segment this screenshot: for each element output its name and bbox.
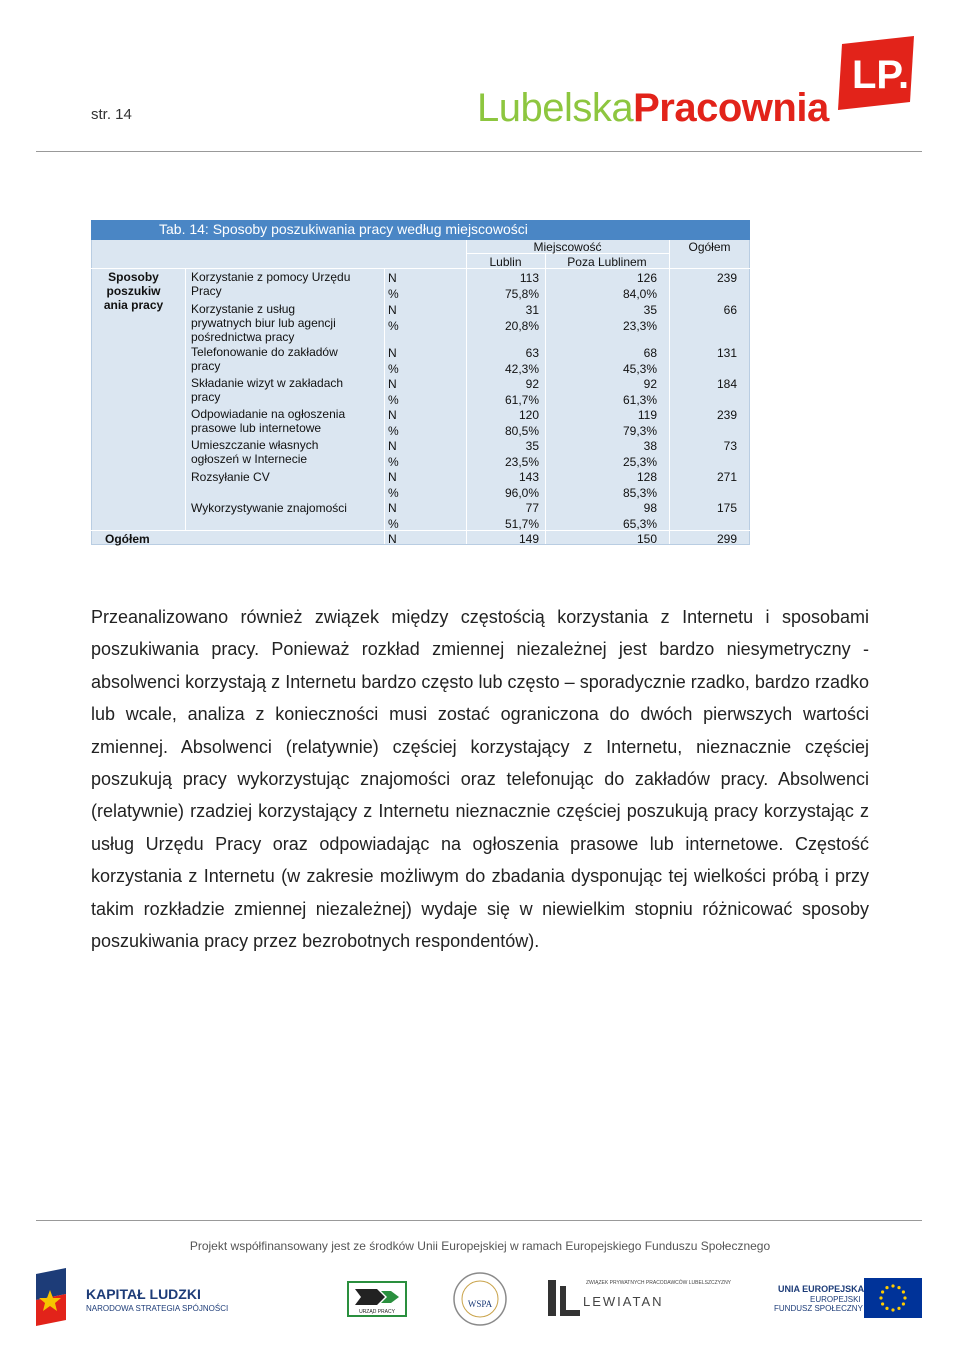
cell-p-label: % (388, 362, 399, 376)
cell: 149 (518, 532, 539, 546)
cell: 85,3% (622, 486, 657, 500)
lewiatan-logo-icon (548, 1280, 580, 1316)
cell: 184 (716, 377, 737, 391)
cell-p-label: % (388, 486, 399, 500)
row-label: Odpowiadanie na ogłoszenia prasowe lub internetowe (191, 407, 346, 435)
cell: 20,8% (504, 319, 539, 333)
total-row-label: Ogółem (105, 532, 150, 546)
cell: 23,5% (504, 455, 539, 469)
cell: 98 (643, 501, 657, 515)
cell: 271 (716, 470, 737, 484)
cell: 35 (643, 303, 657, 317)
row-label: Umieszczanie własnych ogłoszeń w Internecie (191, 438, 319, 466)
cell: 239 (716, 271, 737, 285)
cell: 92 (643, 377, 657, 391)
cell: 299 (716, 532, 737, 546)
table-title-bar (91, 220, 750, 240)
footer-divider (36, 1220, 922, 1221)
page-number: str. 14 (91, 106, 132, 123)
cell-n-label: N (388, 470, 397, 484)
cell-n-label: N (388, 346, 397, 360)
col-lublin-header: Lublin (489, 255, 522, 269)
ue-line3: FUNDUSZ SPOŁECZNY (774, 1304, 863, 1313)
row-label: Telefonowanie do zakładów pracy (191, 345, 338, 373)
cell: 45,3% (622, 362, 657, 376)
table-title: Tab. 14: Sposoby poszukiwania pracy według miejscowości (159, 221, 528, 237)
row-label: Rozsyłanie CV (191, 470, 270, 484)
kl-subtitle: NARODOWA STRATEGIA SPÓJNOŚCI (86, 1304, 229, 1313)
ue-line2: EUROPEJSKI (810, 1295, 861, 1304)
cell: 80,5% (504, 424, 539, 438)
grid-line (185, 268, 186, 530)
cell-n-label: N (388, 271, 397, 285)
header-divider (36, 151, 922, 152)
cell-p-label: % (388, 455, 399, 469)
cell: 31 (525, 303, 539, 317)
cell: 73 (723, 439, 737, 453)
cell: 77 (525, 501, 539, 515)
lp-logo-icon (836, 36, 918, 110)
cell: 92 (525, 377, 539, 391)
urzad-pracy-logo-icon (347, 1281, 407, 1317)
cell: 61,3% (622, 393, 657, 407)
col-group-header: Miejscowość (533, 240, 602, 254)
kapital-ludzki-logo-icon (36, 1268, 74, 1326)
grid-line (384, 268, 385, 544)
cell: 25,3% (622, 455, 657, 469)
cell: 75,8% (504, 287, 539, 301)
cell-p-label: % (388, 287, 399, 301)
cell: 113 (519, 271, 539, 285)
cell: 68 (643, 346, 657, 360)
row-group-label: Sposoby poszukiw ania pracy (103, 270, 164, 312)
cell: 66 (723, 303, 737, 317)
col-poza-header: Poza Lublinem (567, 255, 647, 269)
brand-wordmark (477, 86, 829, 131)
cell: 42,3% (504, 362, 539, 376)
cell: 239 (716, 408, 737, 422)
wspa-label: WSPA (467, 1299, 493, 1309)
cell-n-label: N (388, 408, 397, 422)
cell: 65,3% (622, 517, 657, 531)
ue-line1: UNIA EUROPEJSKA (778, 1284, 865, 1294)
kl-title: KAPITAŁ LUDZKI (86, 1286, 201, 1302)
cell: 63 (525, 346, 539, 360)
cell-p-label: % (388, 319, 399, 333)
row-label: Składanie wizyt w zakładach pracy (191, 376, 344, 404)
cell-n-label: N (388, 377, 397, 391)
cell: 84,0% (622, 287, 657, 301)
cell: 150 (636, 532, 657, 546)
cell-p-label: % (388, 393, 399, 407)
eu-flag-icon (864, 1278, 922, 1318)
lp-logo-text: LP. (852, 53, 910, 97)
cell-p-label: % (388, 517, 399, 531)
row-label: Wykorzystywanie znajomości (191, 501, 347, 515)
cell: 120 (518, 408, 539, 422)
brand-part1: Lubelska (477, 86, 634, 130)
wspa-seal-icon (452, 1271, 508, 1327)
cell: 38 (643, 439, 657, 453)
cell: 96,0% (504, 486, 539, 500)
row-label: Korzystanie z pomocy Urzędu Pracy (191, 270, 351, 298)
cell: 131 (716, 346, 737, 360)
cell: 126 (636, 271, 657, 285)
grid-line (669, 240, 670, 544)
cell-n-label: N (388, 303, 397, 317)
lewiatan-small-text: ZWIĄZEK PRYWATNYCH PRACODAWCÓW LUBELSZCZYZNY (586, 1280, 732, 1286)
cell: 61,7% (504, 393, 539, 407)
cell-n-label: N (388, 532, 397, 546)
body-paragraph: Przeanalizowano również związek między częstością korzystania z Internetu i sposobami poszukiwania pracy. Ponieważ rozkład zmiennej niezależnej jest bardzo niesymetryczny - absolwenci korzystają z Internetu bardzo często lub często – sporadycznie rzadko, bardzo rzadko lub wcale, analiza z konieczności musi zostać ograniczona do dwóch pierwszych wartości zmiennej. Absolwenci (relatywnie) częściej korzystający z Internetu, nieznacznie częściej poszukują pracy wykorzystując znajomości oraz telefonując do zakładów pracy. Absolwenci (relatywnie) rzadziej korzystający z Internetu nieznacznie częściej poszukują pracy korzystając z usług Urzędu Pracy oraz odpowiadając na ogłoszenia prasowe lub internetowe. Częstość korzystania z Internetu (w zakresie możliwym do zbadania dysponując tej wielkości próbą i przy takim rozkładzie zmiennej niezależnej) wydaje się w niewielkim stopniu różnicować sposoby poszukiwania pracy przez bezrobotnych respondentów). (91, 607, 869, 952)
cell: 23,3% (622, 319, 657, 333)
cell: 143 (518, 470, 539, 484)
row-label: Korzystanie z usług prywatnych biur lub agencji pośrednictwa pracy (191, 302, 336, 344)
cell-n-label: N (388, 439, 397, 453)
cell: 51,7% (504, 517, 539, 531)
cell: 175 (716, 501, 737, 515)
up-label: URZĄD PRACY (359, 1309, 395, 1315)
col-total-header: Ogółem (688, 240, 731, 254)
funding-text: Projekt współfinansowany jest ze środków Unii Europejskiej w ramach Europejskiego Funduszu Społecznego (189, 1239, 771, 1253)
cell-p-label: % (388, 424, 399, 438)
cell: 35 (525, 439, 539, 453)
cell: 119 (637, 408, 657, 422)
cell: 79,3% (622, 424, 657, 438)
cell-n-label: N (388, 501, 397, 515)
brand-part2: Pracownia (633, 86, 829, 130)
lewiatan-text: LEWIATAN (583, 1294, 664, 1309)
cell: 128 (636, 470, 657, 484)
